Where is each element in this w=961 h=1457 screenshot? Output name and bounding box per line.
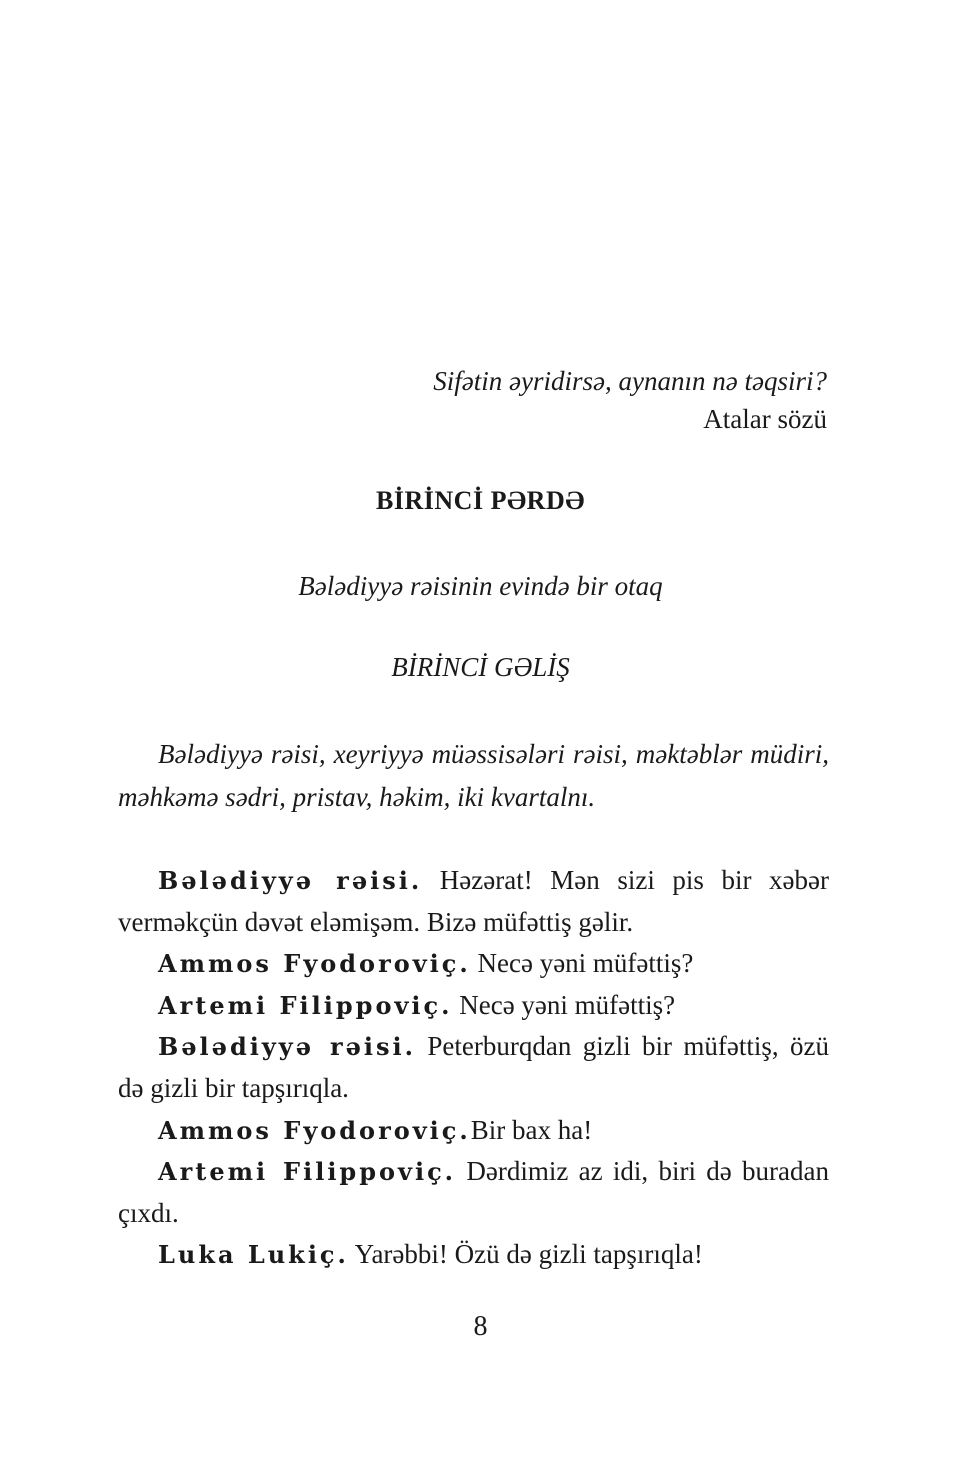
scene-setting: Bələdiyyə rəisinin evində bir otaq: [298, 571, 663, 601]
speech-text: Yarəbbi! Özü də gizli tapşırıqla!: [348, 1239, 703, 1270]
speech-text: Necə yəni müfəttiş?: [470, 948, 694, 979]
speech-text: Həzərat! Mən sizi pis bir xəbər verməkçün dəvət eləmişəm. Bizə müfəttiş gəlir.: [118, 865, 829, 937]
speaker-name: Luka Lukiç.: [158, 1240, 349, 1270]
speaker-name: Bələdiyyə rəisi.: [158, 1032, 416, 1062]
speech-text: Dərdimiz az idi, biri də buradan çıxdı.: [118, 1156, 830, 1228]
speech-text: Bir bax ha!: [470, 1114, 593, 1145]
speech-text: Necə yəni müfəttiş?: [452, 989, 676, 1020]
speaker-name: Ammos Fyodoroviç.: [158, 1115, 471, 1145]
dialogue: [118, 860, 829, 1276]
dialogue-line: [118, 1151, 829, 1234]
cast-list: Bələdiyyə rəisi, xeyriyyə müəssisələri rəisi, məktəblər müdiri, məhkəmə sədri, pristav, həkim, iki kvartalnı.: [118, 739, 829, 812]
dialogue-line: [118, 1110, 829, 1152]
dialogue-line: [118, 1234, 829, 1276]
speech-text: Peterburqdan gizli bir müfəttiş, özü də gizli bir tapşırıqla.: [118, 1031, 830, 1103]
dialogue-line: [118, 943, 829, 985]
epigraph: [433, 362, 827, 438]
dialogue-line: [118, 1026, 829, 1109]
speaker-name: Ammos Fyodoroviç.: [158, 949, 471, 979]
scene-title: BİRİNCİ GƏLİŞ: [391, 652, 570, 682]
epigraph-quote: Sifətin əyridirsə, aynanın nə təqsiri?: [433, 366, 827, 396]
speaker-name: Bələdiyyə rəisi.: [158, 866, 423, 895]
act-title: BİRİNCİ PƏRDƏ: [376, 486, 585, 515]
page-number: 8: [473, 1311, 488, 1342]
speaker-name: Artemi Filippoviç.: [158, 1157, 457, 1187]
epigraph-source: Atalar sözü: [703, 404, 827, 434]
speaker-name: Artemi Filippoviç.: [158, 990, 453, 1020]
dialogue-line: [118, 860, 829, 943]
dialogue-line: [118, 985, 829, 1027]
